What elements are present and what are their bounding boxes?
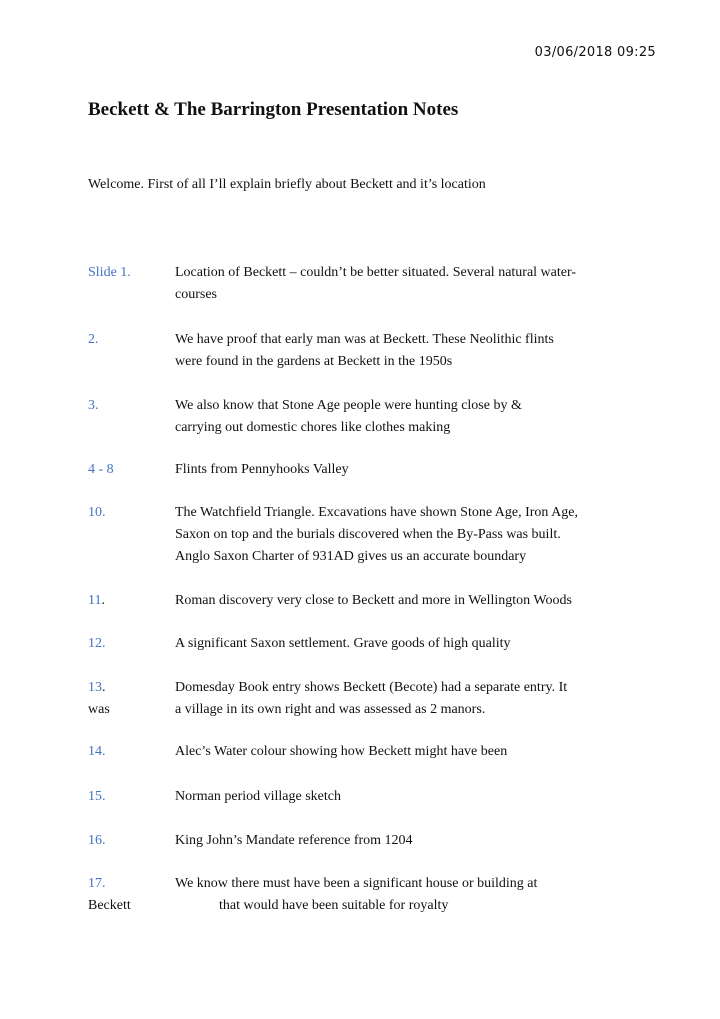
slide-note [175, 741, 645, 763]
slide-note [175, 502, 645, 568]
note-line: A significant Saxon settlement. Grave goods of high quality [175, 636, 511, 651]
wrapped-word: Beckett [88, 898, 131, 913]
note-line: King John’s Mandate reference from 1204 [175, 833, 413, 848]
note-line: Location of Beckett – couldn’t be better situated. Several natural water- [175, 265, 577, 280]
slide-number-digits: 11 [88, 593, 102, 608]
note-line: Alec’s Water colour showing how Beckett might have been [175, 744, 508, 759]
slide-number: 12. [88, 636, 106, 651]
slide-number: 10. [88, 505, 106, 520]
slide-note [175, 262, 645, 306]
note-line: Roman discovery very close to Beckett and more in Wellington Woods [175, 593, 572, 608]
slide-number: 3. [88, 398, 99, 413]
slide-note [175, 677, 645, 721]
note-line: We have proof that early man was at Beckett. These Neolithic flints [175, 332, 554, 347]
slide-number: 2. [88, 332, 99, 347]
intro-paragraph: Welcome. First of all I’ll explain briefly about Beckett and it’s location [88, 177, 486, 192]
slide-number: 15. [88, 789, 106, 804]
slide-note [175, 459, 645, 481]
slide-note [175, 395, 645, 439]
slide-number [88, 590, 105, 612]
slide-number-period: . [102, 680, 106, 695]
slide-note [175, 873, 645, 917]
slide-note [175, 590, 645, 612]
note-line: that would have been suitable for royalty [219, 898, 449, 913]
slide-number [88, 677, 106, 699]
note-line: Norman period village sketch [175, 789, 342, 804]
note-line: Flints from Pennyhooks Valley [175, 462, 349, 477]
slide-note [175, 329, 645, 373]
note-line: We know there must have been a significant house or building at [175, 876, 538, 891]
note-line: a village in its own right and was assessed as 2 manors. [175, 702, 486, 717]
note-line: Saxon on top and the burials discovered when the By-Pass was built. [175, 527, 561, 542]
note-line: carrying out domestic chores like clothes making [175, 420, 451, 435]
note-line: We also know that Stone Age people were hunting close by & [175, 398, 522, 413]
note-line: Anglo Saxon Charter of 931AD gives us an accurate boundary [175, 549, 527, 564]
slide-note [175, 830, 645, 852]
print-timestamp: 03/06/2018 09:25 [534, 45, 656, 60]
note-line: The Watchfield Triangle. Excavations have shown Stone Age, Iron Age, [175, 505, 578, 520]
note-line: were found in the gardens at Beckett in the 1950s [175, 354, 453, 369]
slide-number: Slide 1. [88, 265, 131, 280]
slide-number: 17. [88, 876, 106, 891]
note-line: courses [175, 287, 217, 302]
wrapped-word: was [88, 702, 110, 717]
slide-number: 4 - 8 [88, 462, 114, 477]
slide-number-period: . [101, 593, 105, 608]
slide-number: 16. [88, 833, 106, 848]
slide-number-digits: 13 [88, 680, 102, 695]
slide-note [175, 786, 645, 808]
slide-number: 14. [88, 744, 106, 759]
note-line: Domesday Book entry shows Beckett (Becote) had a separate entry. It [175, 680, 568, 695]
document-title: Beckett & The Barrington Presentation Notes [88, 99, 459, 120]
slide-note [175, 633, 645, 655]
